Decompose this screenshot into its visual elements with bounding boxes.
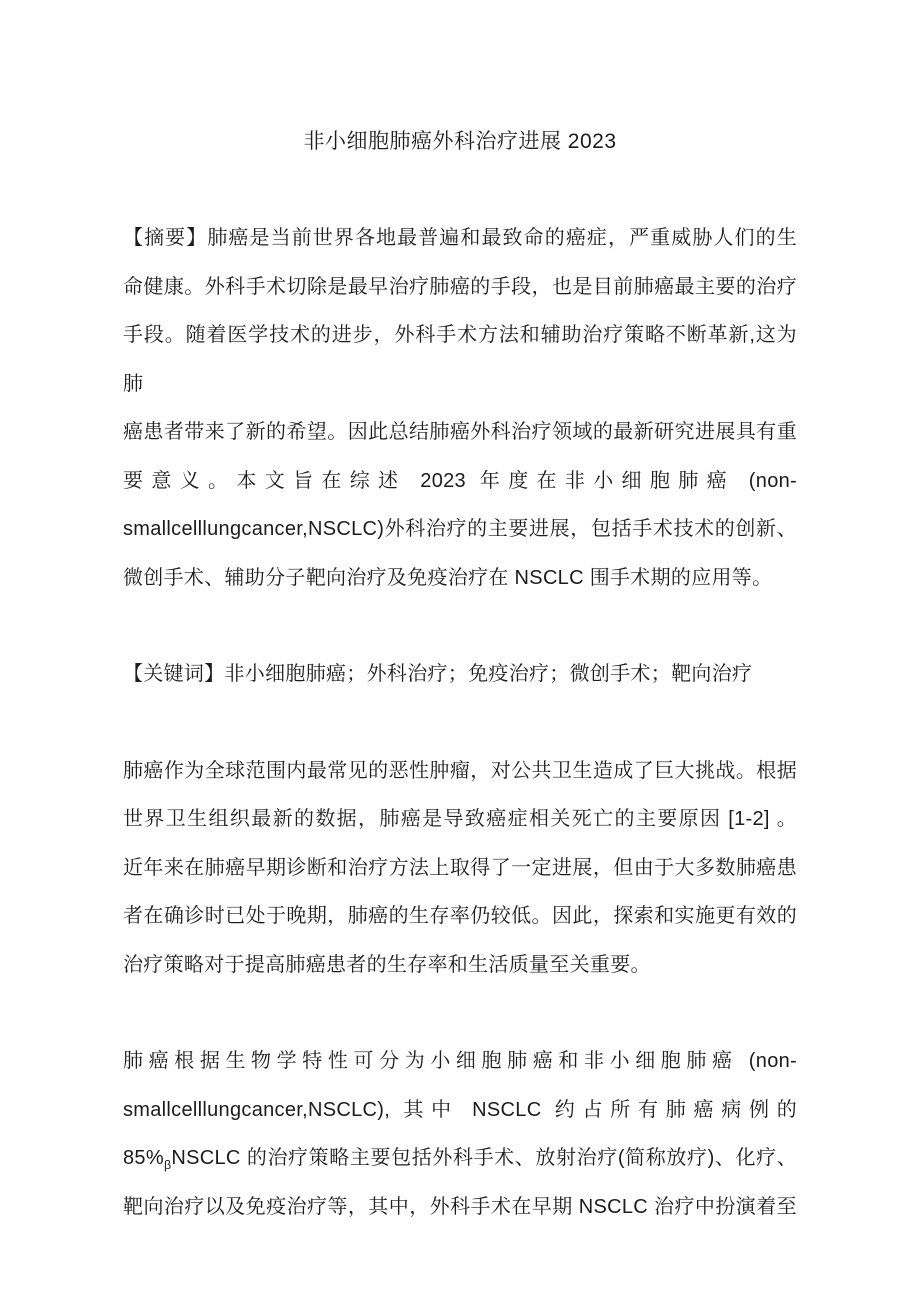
text-line: 世界卫生组织最新的数据，肺癌是导致癌症相关死亡的主要原因 [1-2] 。 — [123, 808, 797, 830]
paragraph-classification — [123, 1037, 797, 1231]
abstract-line: 微创手术、辅助分子靶向治疗及免疫治疗在 NSCLC 围手术期的应用等。 — [123, 566, 773, 589]
abstract-line: 要意义。本文旨在综述 2023 年度在非小细胞肺癌 (non- — [123, 469, 797, 492]
text-segment: 85% — [123, 1147, 164, 1169]
abstract-line: 命健康。外科手术切除是最早治疗肺癌的手段，也是目前肺癌最主要的治疗 — [123, 275, 797, 298]
text-line: 肺癌作为全球范围内最常见的恶性肿瘤，对公共卫生造成了巨大挑战。根据 — [123, 759, 797, 782]
keywords-paragraph — [123, 650, 797, 699]
abstract-paragraph — [123, 214, 797, 602]
keywords-line: 【关键词】非小细胞肺癌；外科治疗；免疫治疗；微创手术；靶向治疗 — [123, 663, 753, 685]
paragraph-epidemiology — [123, 747, 797, 990]
abstract-line: 癌患者带来了新的希望。因此总结肺癌外科治疗领域的最新研究进展具有重 — [123, 421, 797, 443]
text-segment: NSCLC 的治疗策略主要包括外科手术、放射治疗(简称放疗)、化疗、 — [171, 1147, 797, 1169]
abstract-line: 【摘要】肺癌是当前世界各地最普遍和最致命的癌症，严重威胁人们的生 — [123, 227, 797, 249]
abstract-line: smallcelllungcancer,NSCLC)外科治疗的主要进展，包括手术技术的创新、 — [123, 518, 797, 540]
text-line: 肺癌根据生物学特性可分为小细胞肺癌和非小细胞肺癌 (non- — [123, 1050, 797, 1072]
subscript-beta: β — [163, 1158, 172, 1172]
text-line: 者在确诊时已处于晚期，肺癌的生存率仍较低。因此，探索和实施更有效的 — [123, 905, 797, 927]
text-line-with-subscript — [123, 1134, 797, 1183]
text-line: 靶向治疗以及免疫治疗等，其中，外科手术在早期 NSCLC 治疗中扮演着至 — [123, 1195, 797, 1218]
text-line: 近年来在肺癌早期诊断和治疗方法上取得了一定进展，但由于大多数肺癌患 — [123, 856, 797, 879]
text-line: smallcelllungcancer,NSCLC), 其中 NSCLC 约占所有肺癌病例的 — [123, 1098, 797, 1121]
abstract-line: 手段。随着医学技术的进步，外科手术方法和辅助治疗策略不断革新,这为肺 — [123, 324, 797, 395]
text-line: 治疗策略对于提高肺癌患者的生存率和生活质量至关重要。 — [123, 953, 651, 976]
document-title: 非小细胞肺癌外科治疗进展 2023 — [303, 130, 617, 153]
